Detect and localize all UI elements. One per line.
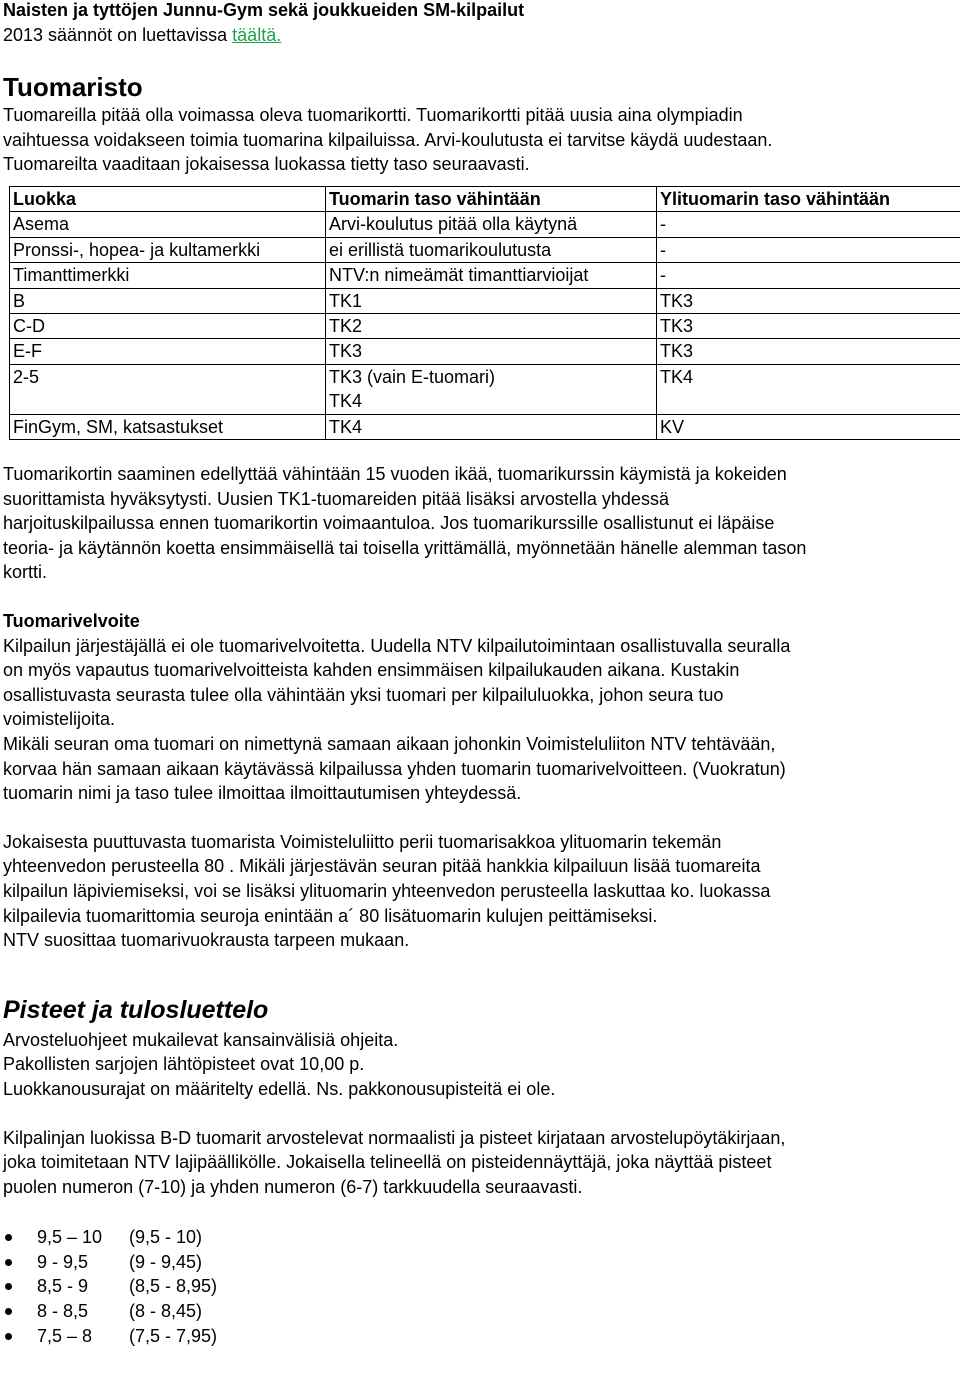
score-detail: (9 - 9,45) [129, 1251, 203, 1272]
cell-tuomarin-taso: TK3 (vain E-tuomari) [326, 364, 657, 389]
text-line: joka toimitetaan NTV lajipäällikölle. Jokaisella telineellä on pisteidennäyttäjä, joka näyttää pisteet [3, 1152, 772, 1173]
cell-ylituomarin-taso: TK3 [657, 288, 960, 313]
pisteet-intro [3, 1028, 958, 1102]
header-tuomarin-taso: Tuomarin taso vähintään [326, 186, 657, 211]
list-item [3, 1299, 958, 1324]
score-range: 8,5 - 9 [37, 1276, 89, 1297]
bullet-icon [5, 1283, 12, 1290]
cell-luokka [10, 389, 326, 414]
text-line: harjoituskilpailussa ennen tuomarikortin voimaantuloa. Jos tuomarikurssille osallistunut ei läpäise [3, 513, 775, 534]
cell-luokka: C-D [10, 314, 326, 339]
text-line: Tuomarikortin saaminen edellyttää vähintään 15 vuoden ikää, tuomarikurssin käymistä ja kokeiden [3, 464, 787, 485]
cell-luokka: E-F [10, 339, 326, 364]
text-line: Pakollisten sarjojen lähtöpisteet ovat 10,00 p. [3, 1054, 365, 1075]
bullet-icon [5, 1234, 12, 1241]
cell-ylituomarin-taso: TK3 [657, 314, 960, 339]
text-line: korvaa hän samaan aikaan käytävässä kilpailussa yhden tuomarin tuomarivelvoitteen. (Vuokratun) [3, 758, 786, 779]
text-line: puolen numeron (7-10) ja yhden numeron (6-7) tarkkuudella seuraavasti. [3, 1176, 583, 1197]
cell-ylituomarin-taso: TK4 [657, 364, 960, 389]
score-list [3, 1225, 958, 1348]
tuomarivelvoite-paragraph [3, 634, 958, 806]
cell-tuomarin-taso: TK3 [326, 339, 657, 364]
table-row [10, 263, 960, 288]
text-line: vaihtuessa voidakseen toimia tuomarina kilpailuissa. Arvi-koulutusta ei tarvitse käydä uudestaan. [3, 129, 773, 150]
judge-level-table [9, 186, 960, 440]
text-line: NTV suosittaa tuomarivuokrausta tarpeen mukaan. [3, 930, 410, 951]
section-heading-tuomarivelvoite: Tuomarivelvoite [3, 611, 140, 631]
score-range: 7,5 – 8 [37, 1325, 93, 1346]
cell-tuomarin-taso: TK2 [326, 314, 657, 339]
cell-ylituomarin-taso: - [657, 212, 960, 237]
rules-line [3, 23, 958, 48]
tuomaristo-intro [3, 103, 958, 177]
cell-ylituomarin-taso: - [657, 237, 960, 262]
bullet-icon [5, 1259, 12, 1266]
table-header-row [10, 186, 960, 211]
table-row [10, 414, 960, 439]
cell-luokka: FinGym, SM, katsastukset [10, 414, 326, 439]
pisteet-paragraph [3, 1126, 958, 1200]
cell-tuomarin-taso: TK4 [326, 389, 657, 414]
cell-tuomarin-taso: TK4 [326, 414, 657, 439]
cell-tuomarin-taso: NTV:n nimeämät timanttiarvioijat [326, 263, 657, 288]
text-line: Tuomareilla pitää olla voimassa oleva tuomarikortti. Tuomarikortti pitää uusia aina olympiadin [3, 105, 743, 126]
text-line: kortti. [3, 562, 48, 583]
cell-luokka: Pronssi-, hopea- ja kultamerkki [10, 237, 326, 262]
score-range: 9 - 9,5 [37, 1251, 89, 1272]
list-item [3, 1324, 958, 1349]
score-range: 9,5 – 10 [37, 1227, 103, 1248]
section-heading-tuomaristo: Tuomaristo [3, 72, 143, 103]
text-line: Kilpalinjan luokissa B-D tuomarit arvostelevat normaalisti ja pisteet kirjataan arvostelupöytäkirjaan, [3, 1127, 786, 1148]
table-row [10, 288, 960, 313]
list-item [3, 1274, 958, 1299]
text-line: yhteenvedon perusteella 80 . Mikäli järjestävän seuran pitää hankkia kilpailuun lisää tuomareita [3, 856, 761, 877]
list-item [3, 1225, 958, 1250]
text-line: Arvosteluohjeet mukailevat kansainvälisiä ohjeita. [3, 1029, 399, 1050]
header-ylituomarin-taso: Ylituomarin taso vähintään [657, 186, 960, 211]
cell-ylituomarin-taso: - [657, 263, 960, 288]
table-row [10, 212, 960, 237]
table-row [10, 339, 960, 364]
text-line: Jokaisesta puuttuvasta tuomarista Voimisteluliitto perii tuomarisakkoa ylituomarin tekemän [3, 831, 722, 852]
tuomarikortti-paragraph [3, 462, 958, 585]
text-line: Kilpailun järjestäjällä ei ole tuomarivelvoitetta. Uudella NTV kilpailutoimintaan osallistuvalla seuralla [3, 635, 791, 656]
cell-luokka: B [10, 288, 326, 313]
document-page [3, 0, 958, 1348]
table-row [10, 237, 960, 262]
table-row [10, 314, 960, 339]
cell-ylituomarin-taso: TK3 [657, 339, 960, 364]
text-line: Tuomareilta vaaditaan jokaisessa luokassa tietty taso seuraavasti. [3, 154, 530, 175]
bullet-icon [5, 1333, 12, 1340]
score-detail: (8 - 8,45) [129, 1301, 203, 1322]
text-line: osallistuvasta seurasta tulee olla vähintään yksi tuomari per kilpailuluokka, johon seura tuo [3, 684, 724, 705]
header-luokka: Luokka [10, 186, 326, 211]
document-title: Naisten ja tyttöjen Junnu-Gym sekä joukkueiden SM-kilpailut [3, 0, 525, 20]
cell-tuomarin-taso: Arvi-koulutus pitää olla käytynä [326, 212, 657, 237]
text-line: suorittamista hyväksytysti. Uusien TK1-tuomareiden pitää lisäksi arvostella yhdessä [3, 488, 669, 509]
rules-link[interactable]: täältä. [232, 24, 282, 45]
cell-ylituomarin-taso [657, 389, 960, 414]
text-line: Luokkanousurajat on määritelty edellä. Ns. pakkonousupisteitä ei ole. [3, 1078, 556, 1099]
text-line: Mikäli seuran oma tuomari on nimettynä samaan aikaan johonkin Voimisteluliiton NTV tehtävään, [3, 733, 776, 754]
table-row [10, 389, 960, 414]
text-line: teoria- ja käytännön koetta ensimmäisellä tai toisella yrittämällä, myönnetään hänelle alemman tason [3, 537, 807, 558]
score-detail: (9,5 - 10) [129, 1227, 203, 1248]
section-heading-pisteet: Pisteet ja tulosluettelo [3, 995, 269, 1024]
list-item [3, 1250, 958, 1275]
table-row [10, 364, 960, 389]
rules-text: 2013 säännöt on luettavissa [3, 24, 233, 45]
score-detail: (8,5 - 8,95) [129, 1276, 218, 1297]
text-line: kilpailun läpiviemiseksi, voi se lisäksi ylituomarin yhteenvedon perusteella laskuttaa ko. luokassa [3, 880, 771, 901]
cell-tuomarin-taso: TK1 [326, 288, 657, 313]
score-detail: (7,5 - 7,95) [129, 1325, 218, 1346]
text-line: voimistelijoita. [3, 709, 116, 730]
tuomarisakko-paragraph [3, 830, 958, 953]
cell-tuomarin-taso: ei erillistä tuomarikoulutusta [326, 237, 657, 262]
cell-luokka: Timanttimerkki [10, 263, 326, 288]
bullet-icon [5, 1308, 12, 1315]
cell-ylituomarin-taso: KV [657, 414, 960, 439]
text-line: tuomarin nimi ja taso tulee ilmoittaa ilmoittautumisen yhteydessä. [3, 783, 522, 804]
score-range: 8 - 8,5 [37, 1301, 89, 1322]
text-line: kilpailevia tuomarittomia seuroja enintään a´ 80 lisätuomarin kulujen peittämiseksi. [3, 905, 658, 926]
text-line: on myös vapautus tuomarivelvoitteista kahden ensimmäisen kilpailukauden aikana. Kustakin [3, 660, 740, 681]
cell-luokka: Asema [10, 212, 326, 237]
cell-luokka: 2-5 [10, 364, 326, 389]
